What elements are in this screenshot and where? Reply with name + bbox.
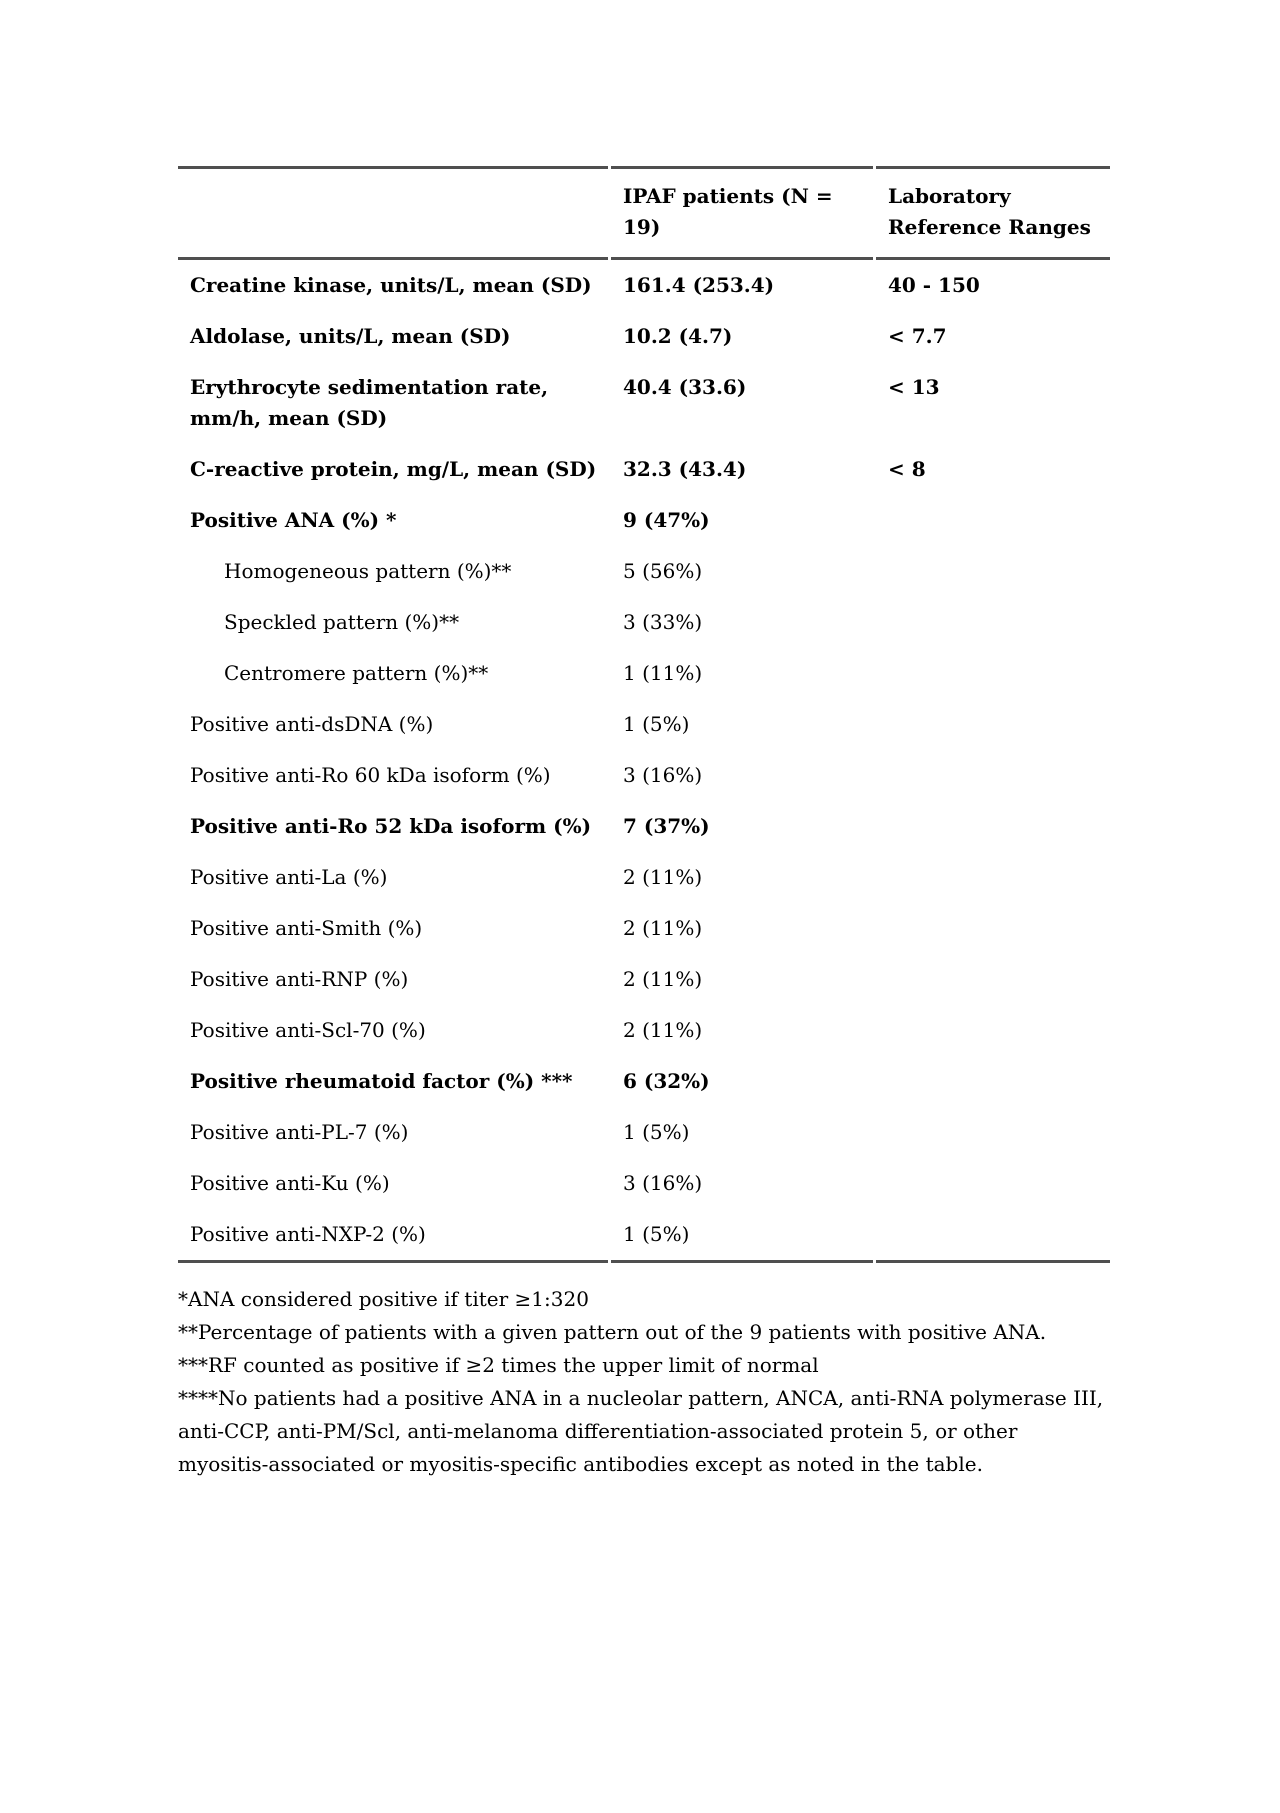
row-reference	[876, 597, 1110, 648]
row-value: 10.2 (4.7)	[623, 324, 733, 348]
row-value: 1 (5%)	[611, 1209, 873, 1263]
column-header-parameter	[178, 166, 608, 260]
row-label: Creatine kinase, units/L, mean (SD)	[190, 273, 592, 297]
row-label: Positive anti-Smith (%)	[190, 916, 423, 940]
row-value: 2 (11%)	[623, 916, 703, 940]
row-value: 1 (5%)	[623, 1120, 690, 1144]
row-reference: 40 - 150	[888, 273, 980, 297]
table-row	[178, 699, 1110, 750]
table-row	[178, 903, 1110, 954]
row-reference	[876, 1005, 1110, 1056]
table-row	[178, 954, 1110, 1005]
footnote: ****No patients had a positive ANA in a nucleolar pattern, ANCA, anti-RNA polymerase III, anti-CCP, anti-PM/Scl, anti-melanoma differentiation-associated protein 5, or other myositis-associated or myositis-specific antibodies except as noted in the table.	[178, 1386, 1104, 1476]
table-row	[178, 1107, 1110, 1158]
table-row	[178, 852, 1110, 903]
table-row	[178, 260, 1110, 311]
table-row	[178, 311, 1110, 362]
row-value: 3 (16%)	[623, 763, 703, 787]
row-label: Positive anti-Ku (%)	[190, 1171, 390, 1195]
row-value: 2 (11%)	[623, 865, 703, 889]
row-reference	[876, 954, 1110, 1005]
row-value: 6 (32%)	[623, 1069, 710, 1093]
table-header-row	[178, 166, 1110, 260]
row-label: C-reactive protein, mg/L, mean (SD)	[190, 457, 597, 481]
table-row	[178, 750, 1110, 801]
row-label: Positive anti-Ro 60 kDa isoform (%)	[190, 763, 551, 787]
row-label: Positive anti-La (%)	[190, 865, 388, 889]
table-row	[178, 495, 1110, 546]
row-reference	[876, 495, 1110, 546]
row-label: Positive anti-PL-7 (%)	[190, 1120, 409, 1144]
row-label: Positive anti-NXP-2 (%)	[178, 1209, 608, 1263]
table-row	[178, 546, 1110, 597]
row-reference: < 7.7	[888, 324, 947, 348]
row-reference	[876, 903, 1110, 954]
row-reference	[876, 1209, 1110, 1263]
table-row	[178, 1056, 1110, 1107]
column-header-reference-ranges: Laboratory Reference Ranges	[876, 166, 1110, 260]
row-label: Erythrocyte sedimentation rate, mm/h, mean (SD)	[190, 375, 549, 430]
row-value: 32.3 (43.4)	[623, 457, 747, 481]
row-value: 2 (11%)	[623, 967, 703, 991]
row-value: 1 (11%)	[623, 661, 703, 685]
row-value: 40.4 (33.6)	[623, 375, 747, 399]
row-label: Positive ANA (%) *	[190, 508, 397, 532]
table-row	[178, 1158, 1110, 1209]
table-row	[178, 648, 1110, 699]
row-reference: < 13	[888, 375, 940, 399]
row-label: Positive anti-Scl-70 (%)	[190, 1018, 426, 1042]
row-reference	[876, 852, 1110, 903]
table-row	[178, 444, 1110, 495]
row-reference	[876, 699, 1110, 750]
row-label: Positive anti-Ro 52 kDa isoform (%)	[190, 814, 592, 838]
row-value: 161.4 (253.4)	[623, 273, 775, 297]
row-reference	[876, 546, 1110, 597]
row-label: Homogeneous pattern (%)**	[224, 559, 512, 583]
row-label: Centromere pattern (%)**	[224, 661, 489, 685]
table-row	[178, 362, 1110, 444]
row-reference: < 8	[888, 457, 926, 481]
row-reference	[876, 750, 1110, 801]
column-header-ipaf-patients: IPAF patients (N = 19)	[611, 166, 873, 260]
table-row	[178, 801, 1110, 852]
table-row	[178, 1005, 1110, 1056]
row-value: 3 (33%)	[623, 610, 703, 634]
footnote: **Percentage of patients with a given pattern out of the 9 patients with positive ANA.	[178, 1320, 1047, 1344]
row-label: Positive anti-dsDNA (%)	[190, 712, 434, 736]
row-reference	[876, 1056, 1110, 1107]
row-reference	[876, 648, 1110, 699]
row-label: Speckled pattern (%)**	[224, 610, 460, 634]
footnote: ***RF counted as positive if ≥2 times the upper limit of normal	[178, 1353, 819, 1377]
row-reference	[876, 801, 1110, 852]
row-reference	[876, 1158, 1110, 1209]
row-label: Aldolase, units/L, mean (SD)	[190, 324, 511, 348]
row-label: Positive rheumatoid factor (%) ***	[190, 1069, 573, 1093]
table-row	[178, 1209, 1110, 1263]
footnote: *ANA considered positive if titer ≥1:320	[178, 1287, 589, 1311]
row-label: Positive anti-RNP (%)	[190, 967, 409, 991]
row-value: 1 (5%)	[623, 712, 690, 736]
row-value: 5 (56%)	[623, 559, 703, 583]
row-value: 7 (37%)	[623, 814, 710, 838]
row-value: 9 (47%)	[623, 508, 710, 532]
footnotes	[178, 1283, 1113, 1481]
table-row	[178, 597, 1110, 648]
lab-results-table	[175, 166, 1113, 1263]
row-value: 2 (11%)	[623, 1018, 703, 1042]
row-reference	[876, 1107, 1110, 1158]
row-value: 3 (16%)	[623, 1171, 703, 1195]
